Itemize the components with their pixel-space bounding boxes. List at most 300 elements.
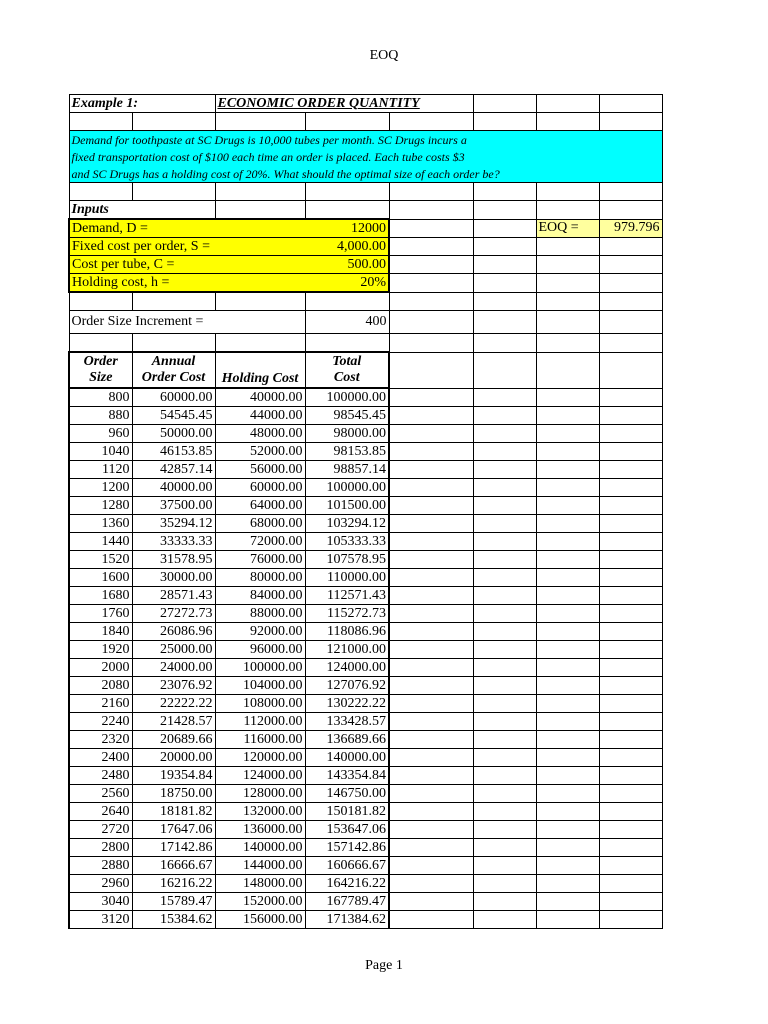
annual-order-cost-cell[interactable]: 60000.00 xyxy=(132,388,215,407)
annual-order-cost-cell[interactable]: 33333.33 xyxy=(132,533,215,551)
annual-order-cost-cell[interactable]: 15384.62 xyxy=(132,911,215,929)
holding-cost-cell[interactable]: 100000.00 xyxy=(215,659,305,677)
cell[interactable] xyxy=(473,515,536,533)
cell[interactable] xyxy=(536,183,599,201)
holding-cost-cell[interactable]: 132000.00 xyxy=(215,803,305,821)
order-size-cell[interactable]: 1840 xyxy=(69,623,132,641)
cell[interactable] xyxy=(599,893,662,911)
cell[interactable] xyxy=(389,311,473,334)
cell[interactable] xyxy=(536,641,599,659)
order-size-cell[interactable]: 1200 xyxy=(69,479,132,497)
holding-value[interactable]: 20% xyxy=(215,274,389,293)
order-size-cell[interactable]: 2720 xyxy=(69,821,132,839)
cell[interactable] xyxy=(599,407,662,425)
total-cost-cell[interactable]: 115272.73 xyxy=(305,605,389,623)
cell[interactable] xyxy=(389,695,473,713)
holding-cost-cell[interactable]: 108000.00 xyxy=(215,695,305,713)
holding-cost-cell[interactable]: 124000.00 xyxy=(215,767,305,785)
cell[interactable] xyxy=(389,569,473,587)
cell[interactable] xyxy=(389,274,473,293)
holding-label[interactable]: Holding cost, h = xyxy=(69,274,215,293)
cell[interactable] xyxy=(599,641,662,659)
cell[interactable] xyxy=(536,605,599,623)
cell[interactable] xyxy=(599,605,662,623)
cell[interactable] xyxy=(473,113,536,131)
holding-cost-cell[interactable]: 40000.00 xyxy=(215,388,305,407)
cell[interactable] xyxy=(599,803,662,821)
cell[interactable] xyxy=(536,839,599,857)
cell[interactable] xyxy=(389,677,473,695)
cell[interactable] xyxy=(132,113,215,131)
cell[interactable] xyxy=(536,911,599,929)
order-size-cell[interactable]: 2240 xyxy=(69,713,132,731)
cell[interactable] xyxy=(215,201,305,220)
cell[interactable] xyxy=(599,623,662,641)
cell[interactable] xyxy=(389,479,473,497)
order-size-cell[interactable]: 960 xyxy=(69,425,132,443)
annual-order-cost-cell[interactable]: 23076.92 xyxy=(132,677,215,695)
holding-cost-cell[interactable]: 52000.00 xyxy=(215,443,305,461)
cell[interactable] xyxy=(215,292,305,311)
order-size-cell[interactable]: 1440 xyxy=(69,533,132,551)
cell[interactable] xyxy=(473,659,536,677)
description-line-3[interactable]: and SC Drugs has a holding cost of 20%. What should the optimal size of each order be? xyxy=(69,165,662,183)
cell[interactable] xyxy=(536,749,599,767)
holding-cost-cell[interactable]: 116000.00 xyxy=(215,731,305,749)
total-cost-cell[interactable]: 100000.00 xyxy=(305,388,389,407)
cell[interactable] xyxy=(473,875,536,893)
order-size-cell[interactable]: 1360 xyxy=(69,515,132,533)
total-cost-cell[interactable]: 136689.66 xyxy=(305,731,389,749)
total-cost-cell[interactable]: 146750.00 xyxy=(305,785,389,803)
order-size-cell[interactable]: 2880 xyxy=(69,857,132,875)
cell[interactable] xyxy=(536,731,599,749)
cell[interactable] xyxy=(473,425,536,443)
annual-order-cost-cell[interactable]: 30000.00 xyxy=(132,569,215,587)
cell[interactable] xyxy=(473,388,536,407)
order-size-cell[interactable]: 1920 xyxy=(69,641,132,659)
total-cost-cell[interactable]: 133428.57 xyxy=(305,713,389,731)
total-cost-cell[interactable]: 103294.12 xyxy=(305,515,389,533)
cell[interactable] xyxy=(305,113,389,131)
cell[interactable] xyxy=(536,515,599,533)
cell[interactable] xyxy=(305,201,389,220)
cell[interactable] xyxy=(536,569,599,587)
order-size-cell[interactable]: 1120 xyxy=(69,461,132,479)
annual-order-cost-cell[interactable]: 46153.85 xyxy=(132,443,215,461)
annual-order-cost-cell[interactable]: 27272.73 xyxy=(132,605,215,623)
cell[interactable] xyxy=(389,713,473,731)
order-size-cell[interactable]: 1040 xyxy=(69,443,132,461)
cell[interactable] xyxy=(389,515,473,533)
holding-cost-cell[interactable]: 44000.00 xyxy=(215,407,305,425)
header-holding-cost[interactable] xyxy=(215,352,305,388)
annual-order-cost-cell[interactable]: 35294.12 xyxy=(132,515,215,533)
description-line-2[interactable]: fixed transportation cost of $100 each time an order is placed. Each tube costs $3 xyxy=(69,148,662,165)
annual-order-cost-cell[interactable]: 26086.96 xyxy=(132,623,215,641)
holding-cost-cell[interactable]: 144000.00 xyxy=(215,857,305,875)
cell[interactable] xyxy=(473,821,536,839)
cell[interactable] xyxy=(389,731,473,749)
cell[interactable] xyxy=(473,695,536,713)
total-cost-cell[interactable]: 105333.33 xyxy=(305,533,389,551)
cell[interactable] xyxy=(389,113,473,131)
cell[interactable] xyxy=(536,201,599,220)
cell[interactable] xyxy=(69,183,132,201)
increment-label[interactable]: Order Size Increment = xyxy=(69,311,305,334)
annual-order-cost-cell[interactable]: 54545.45 xyxy=(132,407,215,425)
total-cost-cell[interactable]: 107578.95 xyxy=(305,551,389,569)
holding-cost-cell[interactable]: 96000.00 xyxy=(215,641,305,659)
cell[interactable] xyxy=(389,238,473,256)
order-size-cell[interactable]: 2400 xyxy=(69,749,132,767)
order-size-cell[interactable]: 3040 xyxy=(69,893,132,911)
order-size-cell[interactable]: 800 xyxy=(69,388,132,407)
holding-cost-cell[interactable]: 68000.00 xyxy=(215,515,305,533)
cell[interactable] xyxy=(599,569,662,587)
cell[interactable] xyxy=(599,731,662,749)
holding-cost-cell[interactable]: 148000.00 xyxy=(215,875,305,893)
cell[interactable] xyxy=(389,533,473,551)
annual-order-cost-cell[interactable]: 20000.00 xyxy=(132,749,215,767)
cell[interactable] xyxy=(536,785,599,803)
cell[interactable] xyxy=(389,875,473,893)
holding-cost-cell[interactable]: 64000.00 xyxy=(215,497,305,515)
demand-label[interactable]: Demand, D = xyxy=(69,219,215,238)
cell[interactable] xyxy=(599,515,662,533)
cell[interactable] xyxy=(599,713,662,731)
cell[interactable] xyxy=(536,659,599,677)
order-size-cell[interactable]: 2160 xyxy=(69,695,132,713)
holding-cost-cell[interactable]: 120000.00 xyxy=(215,749,305,767)
annual-order-cost-cell[interactable]: 16216.22 xyxy=(132,875,215,893)
cell[interactable] xyxy=(599,256,662,274)
order-size-cell[interactable]: 2800 xyxy=(69,839,132,857)
holding-cost-cell[interactable]: 48000.00 xyxy=(215,425,305,443)
order-size-cell[interactable]: 880 xyxy=(69,407,132,425)
cell[interactable] xyxy=(473,256,536,274)
cell[interactable] xyxy=(132,183,215,201)
order-size-cell[interactable]: 2080 xyxy=(69,677,132,695)
cell[interactable] xyxy=(473,201,536,220)
cell[interactable] xyxy=(305,292,389,311)
cell[interactable] xyxy=(536,311,599,334)
cell[interactable] xyxy=(69,334,132,353)
order-size-cell[interactable]: 1760 xyxy=(69,605,132,623)
cell[interactable] xyxy=(389,893,473,911)
cell[interactable] xyxy=(305,183,389,201)
cell[interactable] xyxy=(389,443,473,461)
cell[interactable] xyxy=(473,183,536,201)
cell[interactable] xyxy=(536,113,599,131)
cell[interactable] xyxy=(599,785,662,803)
cell[interactable] xyxy=(473,839,536,857)
total-cost-cell[interactable]: 118086.96 xyxy=(305,623,389,641)
cell[interactable] xyxy=(215,183,305,201)
cell[interactable] xyxy=(473,497,536,515)
total-cost-cell[interactable]: 100000.00 xyxy=(305,479,389,497)
cell[interactable] xyxy=(389,407,473,425)
cell[interactable] xyxy=(599,113,662,131)
cell[interactable] xyxy=(473,443,536,461)
cell[interactable] xyxy=(389,605,473,623)
cell[interactable] xyxy=(389,334,473,353)
annual-order-cost-cell[interactable]: 18181.82 xyxy=(132,803,215,821)
total-cost-cell[interactable]: 110000.00 xyxy=(305,569,389,587)
cell[interactable] xyxy=(599,821,662,839)
cell[interactable] xyxy=(473,893,536,911)
cell[interactable] xyxy=(599,95,662,113)
cell[interactable] xyxy=(536,497,599,515)
cell[interactable] xyxy=(599,311,662,334)
cell[interactable] xyxy=(536,479,599,497)
holding-cost-cell[interactable]: 92000.00 xyxy=(215,623,305,641)
annual-order-cost-cell[interactable]: 19354.84 xyxy=(132,767,215,785)
annual-order-cost-cell[interactable]: 31578.95 xyxy=(132,551,215,569)
cell[interactable] xyxy=(536,623,599,641)
cell[interactable] xyxy=(599,695,662,713)
annual-order-cost-cell[interactable]: 37500.00 xyxy=(132,497,215,515)
cell[interactable] xyxy=(473,274,536,293)
cost-per-tube-value[interactable]: 500.00 xyxy=(215,256,389,274)
cell[interactable] xyxy=(536,713,599,731)
cell[interactable] xyxy=(599,183,662,201)
annual-order-cost-cell[interactable]: 17647.06 xyxy=(132,821,215,839)
cell[interactable] xyxy=(536,551,599,569)
annual-order-cost-cell[interactable]: 42857.14 xyxy=(132,461,215,479)
cell[interactable] xyxy=(473,641,536,659)
total-cost-cell[interactable]: 98000.00 xyxy=(305,425,389,443)
holding-cost-cell[interactable]: 156000.00 xyxy=(215,911,305,929)
cell[interactable] xyxy=(473,731,536,749)
cell[interactable] xyxy=(389,219,473,238)
cell[interactable] xyxy=(389,201,473,220)
cell[interactable] xyxy=(599,677,662,695)
cell[interactable] xyxy=(69,292,132,311)
order-size-cell[interactable]: 2320 xyxy=(69,731,132,749)
cell[interactable] xyxy=(536,875,599,893)
order-size-cell[interactable]: 1680 xyxy=(69,587,132,605)
annual-order-cost-cell[interactable]: 25000.00 xyxy=(132,641,215,659)
cell[interactable] xyxy=(599,201,662,220)
cell[interactable] xyxy=(473,749,536,767)
cell[interactable] xyxy=(389,785,473,803)
cell[interactable] xyxy=(473,479,536,497)
cell[interactable] xyxy=(536,893,599,911)
cell[interactable] xyxy=(389,821,473,839)
cell[interactable] xyxy=(389,388,473,407)
cell[interactable] xyxy=(389,839,473,857)
cell[interactable] xyxy=(536,256,599,274)
order-size-cell[interactable]: 2000 xyxy=(69,659,132,677)
cell[interactable] xyxy=(473,533,536,551)
total-cost-cell[interactable]: 98545.45 xyxy=(305,407,389,425)
annual-order-cost-cell[interactable]: 17142.86 xyxy=(132,839,215,857)
total-cost-cell[interactable]: 121000.00 xyxy=(305,641,389,659)
cell[interactable] xyxy=(473,238,536,256)
cell[interactable] xyxy=(599,479,662,497)
inputs-heading[interactable]: Inputs xyxy=(69,201,215,220)
cell[interactable] xyxy=(473,713,536,731)
cell[interactable] xyxy=(599,533,662,551)
cell[interactable] xyxy=(536,95,599,113)
holding-cost-cell[interactable]: 56000.00 xyxy=(215,461,305,479)
cell[interactable] xyxy=(599,587,662,605)
annual-order-cost-cell[interactable]: 18750.00 xyxy=(132,785,215,803)
cell[interactable] xyxy=(389,461,473,479)
order-size-cell[interactable]: 1520 xyxy=(69,551,132,569)
holding-cost-cell[interactable]: 152000.00 xyxy=(215,893,305,911)
cell[interactable] xyxy=(536,857,599,875)
holding-cost-cell[interactable]: 140000.00 xyxy=(215,839,305,857)
cell[interactable] xyxy=(599,425,662,443)
holding-cost-cell[interactable]: 80000.00 xyxy=(215,569,305,587)
cell[interactable] xyxy=(599,334,662,353)
cell[interactable] xyxy=(389,857,473,875)
cell[interactable] xyxy=(473,677,536,695)
cell[interactable] xyxy=(305,334,389,353)
cell[interactable] xyxy=(599,352,662,388)
cell[interactable] xyxy=(536,767,599,785)
total-cost-cell[interactable]: 130222.22 xyxy=(305,695,389,713)
cell[interactable] xyxy=(536,292,599,311)
total-cost-cell[interactable]: 167789.47 xyxy=(305,893,389,911)
cell[interactable] xyxy=(536,352,599,388)
total-cost-cell[interactable]: 98153.85 xyxy=(305,443,389,461)
total-cost-cell[interactable]: 171384.62 xyxy=(305,911,389,929)
cell[interactable] xyxy=(389,659,473,677)
annual-order-cost-cell[interactable]: 16666.67 xyxy=(132,857,215,875)
order-size-cell[interactable]: 2640 xyxy=(69,803,132,821)
cell[interactable] xyxy=(599,388,662,407)
cell[interactable] xyxy=(599,497,662,515)
cell[interactable] xyxy=(473,911,536,929)
cell[interactable] xyxy=(389,497,473,515)
cell[interactable] xyxy=(599,443,662,461)
total-cost-cell[interactable]: 164216.22 xyxy=(305,875,389,893)
cell[interactable] xyxy=(389,183,473,201)
holding-cost-cell[interactable]: 84000.00 xyxy=(215,587,305,605)
sheet-title[interactable]: ECONOMIC ORDER QUANTITY xyxy=(215,95,473,113)
annual-order-cost-cell[interactable]: 28571.43 xyxy=(132,587,215,605)
header-total-cost[interactable] xyxy=(305,352,389,388)
example-label[interactable]: Example 1: xyxy=(69,95,215,113)
cell[interactable] xyxy=(599,875,662,893)
total-cost-cell[interactable]: 150181.82 xyxy=(305,803,389,821)
cell[interactable] xyxy=(536,821,599,839)
cell[interactable] xyxy=(473,623,536,641)
cell[interactable] xyxy=(473,569,536,587)
demand-value[interactable]: 12000 xyxy=(215,219,389,238)
total-cost-cell[interactable]: 143354.84 xyxy=(305,767,389,785)
cell[interactable] xyxy=(599,911,662,929)
cell[interactable] xyxy=(536,533,599,551)
cell[interactable] xyxy=(69,113,132,131)
total-cost-cell[interactable]: 101500.00 xyxy=(305,497,389,515)
order-size-cell[interactable]: 2960 xyxy=(69,875,132,893)
holding-cost-cell[interactable]: 112000.00 xyxy=(215,713,305,731)
cell[interactable] xyxy=(389,767,473,785)
order-size-cell[interactable]: 1280 xyxy=(69,497,132,515)
cell[interactable] xyxy=(536,803,599,821)
cell[interactable] xyxy=(473,352,536,388)
header-order-size[interactable] xyxy=(69,352,132,388)
cell[interactable] xyxy=(473,311,536,334)
holding-cost-cell[interactable]: 128000.00 xyxy=(215,785,305,803)
cell[interactable] xyxy=(599,839,662,857)
annual-order-cost-cell[interactable]: 40000.00 xyxy=(132,479,215,497)
order-size-cell[interactable]: 2480 xyxy=(69,767,132,785)
total-cost-cell[interactable]: 124000.00 xyxy=(305,659,389,677)
cell[interactable] xyxy=(473,461,536,479)
cell[interactable] xyxy=(599,238,662,256)
cell[interactable] xyxy=(536,407,599,425)
holding-cost-cell[interactable]: 104000.00 xyxy=(215,677,305,695)
total-cost-cell[interactable]: 157142.86 xyxy=(305,839,389,857)
total-cost-cell[interactable]: 160666.67 xyxy=(305,857,389,875)
cell[interactable] xyxy=(599,292,662,311)
cell[interactable] xyxy=(389,425,473,443)
total-cost-cell[interactable]: 153647.06 xyxy=(305,821,389,839)
cell[interactable] xyxy=(473,292,536,311)
annual-order-cost-cell[interactable]: 50000.00 xyxy=(132,425,215,443)
cell[interactable] xyxy=(536,388,599,407)
cell[interactable] xyxy=(389,803,473,821)
cell[interactable] xyxy=(536,677,599,695)
annual-order-cost-cell[interactable]: 20689.66 xyxy=(132,731,215,749)
cell[interactable] xyxy=(215,334,305,353)
cell[interactable] xyxy=(389,256,473,274)
cell[interactable] xyxy=(473,334,536,353)
order-size-cell[interactable]: 3120 xyxy=(69,911,132,929)
cell[interactable] xyxy=(473,803,536,821)
cell[interactable] xyxy=(389,641,473,659)
annual-order-cost-cell[interactable]: 24000.00 xyxy=(132,659,215,677)
cell[interactable] xyxy=(389,551,473,569)
description-line-1[interactable]: Demand for toothpaste at SC Drugs is 10,000 tubes per month. SC Drugs incurs a xyxy=(69,131,662,149)
cell[interactable] xyxy=(132,334,215,353)
cost-per-tube-label[interactable]: Cost per tube, C = xyxy=(69,256,215,274)
cell[interactable] xyxy=(389,292,473,311)
cell[interactable] xyxy=(389,749,473,767)
cell[interactable] xyxy=(389,623,473,641)
cell[interactable] xyxy=(389,911,473,929)
cell[interactable] xyxy=(389,587,473,605)
cell[interactable] xyxy=(536,695,599,713)
total-cost-cell[interactable]: 127076.92 xyxy=(305,677,389,695)
annual-order-cost-cell[interactable]: 15789.47 xyxy=(132,893,215,911)
cell[interactable] xyxy=(389,352,473,388)
cell[interactable] xyxy=(536,443,599,461)
cell[interactable] xyxy=(473,551,536,569)
total-cost-cell[interactable]: 140000.00 xyxy=(305,749,389,767)
cell[interactable] xyxy=(132,292,215,311)
cell[interactable] xyxy=(599,274,662,293)
fixed-cost-label[interactable]: Fixed cost per order, S = xyxy=(69,238,215,256)
fixed-cost-value[interactable]: 4,000.00 xyxy=(215,238,389,256)
annual-order-cost-cell[interactable]: 21428.57 xyxy=(132,713,215,731)
cell[interactable] xyxy=(536,425,599,443)
cell[interactable] xyxy=(599,767,662,785)
cell[interactable] xyxy=(536,587,599,605)
cell[interactable] xyxy=(599,551,662,569)
order-size-cell[interactable]: 1600 xyxy=(69,569,132,587)
header-annual-order-cost[interactable] xyxy=(132,352,215,388)
holding-cost-cell[interactable]: 72000.00 xyxy=(215,533,305,551)
cell[interactable] xyxy=(473,95,536,113)
cell[interactable] xyxy=(536,274,599,293)
cell[interactable] xyxy=(536,334,599,353)
